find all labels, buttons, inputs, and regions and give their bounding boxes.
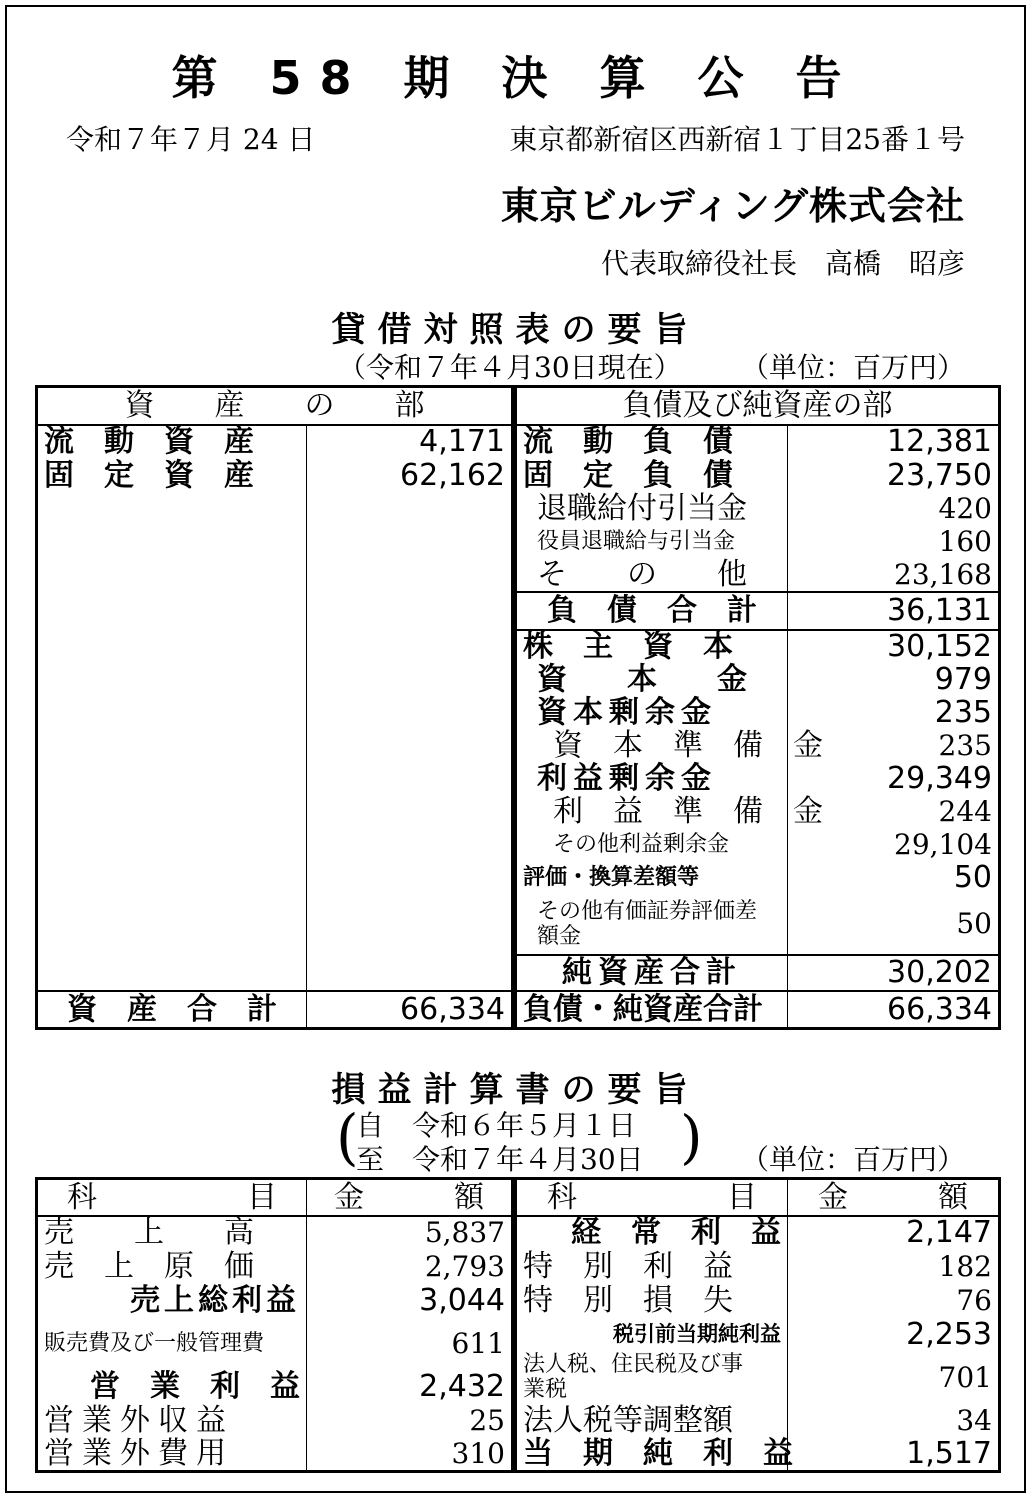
assets-header: 資 産 の 部	[124, 388, 425, 423]
income-item-label: 法人税等調整額	[516, 1404, 788, 1438]
income-item-value: 611	[451, 1326, 505, 1360]
liability-label: 固 定 負 債	[516, 459, 788, 493]
net-asset-value: 235	[934, 695, 992, 731]
assets-label: 流 動 資 産	[37, 425, 307, 459]
income-item-value: 1,517	[906, 1435, 992, 1471]
income-left-table	[35, 1177, 514, 1473]
assets-total-value: 66,334	[400, 991, 505, 1027]
income-item-label: 当 期 純 利 益	[516, 1437, 788, 1471]
income-right-table	[514, 1177, 1001, 1473]
income-item-value: 3,044	[419, 1282, 505, 1318]
net-asset-label: その他有価証券評価差額金	[516, 895, 788, 955]
income-item-label: 経 常 利 益	[516, 1216, 788, 1250]
net-asset-label: 資本剰余金	[516, 697, 788, 730]
income-item-value: 310	[451, 1436, 505, 1470]
period-to: 至 令和７年４月30日	[356, 1143, 644, 1176]
income-statement-unit: （単位：百万円）	[740, 1143, 965, 1176]
liability-value: 23,168	[894, 557, 992, 591]
income-item-label: 営業外費用	[37, 1437, 307, 1471]
net-asset-label: 利 益 準 備 金	[516, 796, 788, 829]
income-item-value: 2,432	[419, 1368, 505, 1404]
net-assets-total-value: 30,202	[887, 954, 992, 990]
representative: 代表取締役社長 高橋 昭彦	[600, 247, 965, 280]
net-asset-value: 30,152	[887, 629, 992, 665]
income-item-label: 営 業 利 益	[37, 1369, 307, 1403]
liability-label: そ の 他	[516, 559, 788, 592]
income-item-value: 5,837	[424, 1216, 505, 1250]
income-item-label: 売 上 高	[37, 1216, 307, 1250]
assets-total-label: 資 産 合 計	[37, 991, 307, 1029]
income-item-value: 2,147	[906, 1215, 992, 1251]
income-item-value: 2,253	[906, 1316, 992, 1352]
liability-value: 160	[938, 525, 992, 559]
company-name: 東京ビルディング株式会社	[500, 184, 965, 228]
page-title: 第 58 期 決 算 公 告	[171, 51, 860, 105]
net-asset-label: 資 本 準 備 金	[516, 730, 788, 763]
announcement-date: 令和７年７月 24 日	[66, 123, 316, 156]
income-item-value: 76	[956, 1283, 992, 1317]
income-item-label: 法人税、住民税及び事業税	[516, 1351, 788, 1403]
liabilities-header: 負債及び純資産の部	[622, 388, 893, 423]
net-asset-value: 244	[938, 795, 992, 829]
balance-sheet-unit: （単位：百万円）	[740, 351, 965, 384]
net-asset-value: 29,349	[887, 761, 992, 797]
liability-label: 退職給付引当金	[516, 493, 788, 526]
net-asset-label: 資 本 金	[516, 664, 788, 697]
net-asset-label: 評価・換算差額等	[516, 862, 788, 895]
liabilities-total-value: 36,131	[887, 592, 992, 628]
assets-value: 62,162	[400, 457, 505, 493]
assets-label: 固 定 資 産	[37, 459, 307, 493]
income-item-label: 販売費及び一般管理費	[37, 1318, 307, 1370]
balance-sheet-title: 貸借対照表の要旨	[331, 310, 700, 350]
right-bracket: )	[680, 1103, 703, 1171]
col-amount-header: 金 額	[334, 1179, 484, 1215]
net-asset-label: その他利益剰余金	[516, 829, 788, 862]
period-from: 自 令和６年５月１日	[356, 1109, 637, 1142]
income-item-label: 売上総利益	[37, 1284, 307, 1318]
income-item-label: 営業外収益	[37, 1403, 307, 1437]
net-asset-label: 利益剰余金	[516, 763, 788, 796]
net-asset-value: 50	[953, 860, 992, 896]
liability-label: 流 動 負 債	[516, 425, 788, 459]
company-address: 東京都新宿区西新宿１丁目25番１号	[509, 123, 965, 156]
liabilities-total-label: 負 債 合 計	[516, 592, 788, 630]
col-item-header: 科 目	[37, 1179, 307, 1216]
assets-table	[35, 385, 514, 1030]
liability-value: 23,750	[887, 457, 992, 493]
income-item-label: 売 上 原 価	[37, 1250, 307, 1284]
liability-label: 役員退職給与引当金	[516, 526, 788, 559]
income-item-label: 特 別 利 益	[516, 1250, 788, 1284]
income-item-label: 税引前当期純利益	[516, 1317, 788, 1351]
col-item-header: 科 目	[516, 1179, 788, 1216]
liability-value: 420	[938, 492, 992, 526]
net-asset-label: 株 主 資 本	[516, 630, 788, 664]
net-assets-total-label: 純資産合計	[516, 955, 788, 991]
liabilities-table	[514, 385, 1001, 1030]
net-asset-value: 979	[934, 662, 992, 698]
income-item-value: 701	[938, 1360, 992, 1394]
balance-sheet-date: （令和７年４月30日現在）	[338, 351, 682, 384]
income-item-value: 34	[956, 1403, 992, 1437]
income-item-value: 25	[469, 1403, 505, 1437]
net-asset-value: 50	[956, 907, 992, 941]
liabilities-net-assets-total-label: 負債・純資産合計	[516, 991, 788, 1029]
income-item-value: 182	[938, 1249, 992, 1283]
left-bracket: (	[336, 1101, 359, 1173]
liabilities-net-assets-total-value: 66,334	[887, 991, 992, 1027]
income-item-label: 特 別 損 失	[516, 1284, 788, 1318]
income-statement-title: 損益計算書の要旨	[331, 1070, 700, 1110]
net-asset-value: 29,104	[894, 828, 992, 862]
col-amount-header: 金 額	[818, 1179, 968, 1215]
liability-value: 12,381	[887, 424, 992, 460]
net-asset-value: 235	[938, 729, 992, 763]
income-item-value: 2,793	[424, 1249, 505, 1283]
assets-value: 4,171	[419, 424, 505, 460]
